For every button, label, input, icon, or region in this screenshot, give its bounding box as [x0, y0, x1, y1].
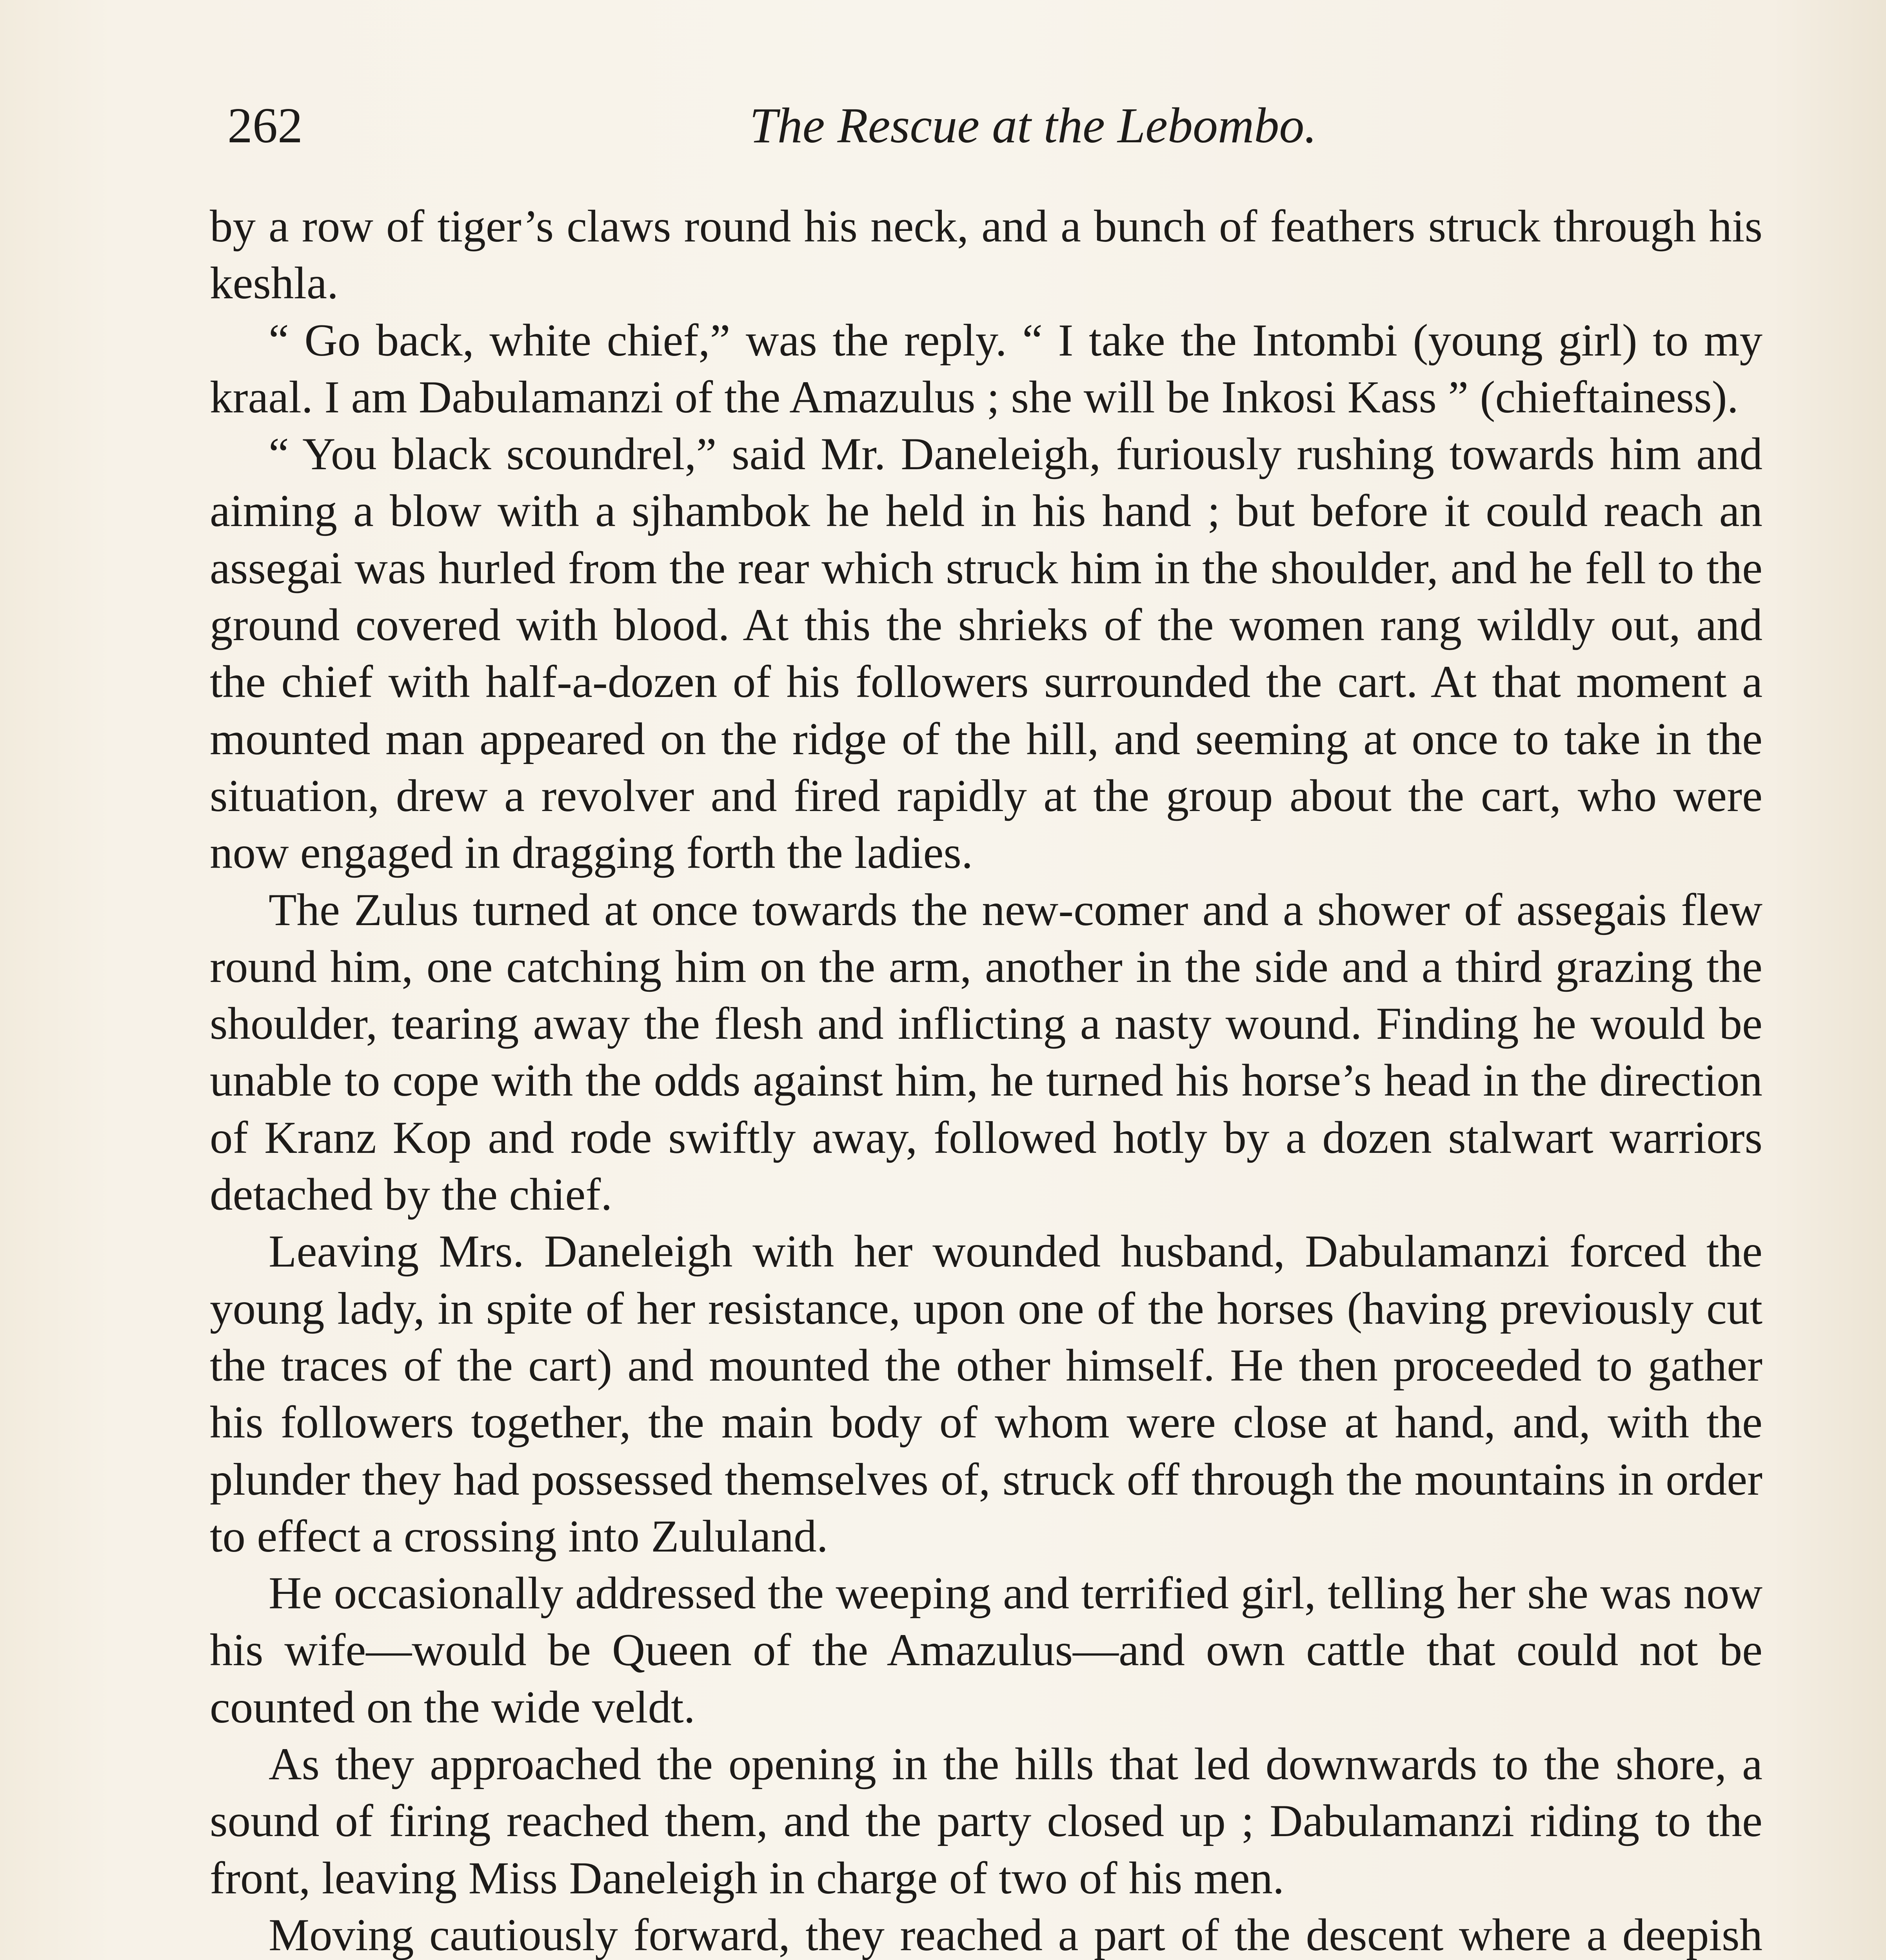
paragraph: “ Go back, white chief,” was the reply. “ I take the Intombi (young girl) to my kraal. I am Dabulamanzi of the Amazulus ; she will be Inkosi Kass ” (chieftainess).	[210, 315, 1762, 423]
running-title: The Rescue at the Lebombo.	[749, 98, 1317, 153]
paragraph: Leaving Mrs. Daneleigh with her wounded husband, Dabulamanzi forced the young lady, in spite of her resistance, upon one of the horses (having previously cut the traces of the cart) and mounted the other himself. He then proceeded to gather his followers together, the main body of whom were close at hand, and, with the plunder they had possessed themselves of, struck off through the mountains in order to effect a crossing into Zululand.	[210, 1226, 1762, 1562]
paragraph: As they approached the opening in the hills that led downwards to the shore, a sound of firing reached them, and the party closed up ; Dabulamanzi riding to the front, leaving Miss Daneleigh in charge of two of his men.	[210, 1739, 1762, 1904]
paragraph: He occasionally addressed the weeping and terrified girl, telling her she was now his wife—would be Queen of the Amazulus—and own cattle that could not be counted on the wide veldt.	[210, 1568, 1762, 1733]
paragraph: “ You black scoundrel,” said Mr. Daneleigh, furiously rushing towards him and aiming a blow with a sjhambok he held in his hand ; but before it could reach an assegai was hurled from the rear which struck him in the shoulder, and he fell to the ground covered with blood. At this the shrieks of the women rang wildly out, and the chief with half-a-dozen of his followers surrounded the cart. At that moment a mounted man appeared on the ridge of the hill, and seeming at once to take in the situation, drew a revolver and fired rapidly at the group about the cart, who were now engaged in dragging forth the ladies.	[210, 429, 1762, 878]
paragraph: The Zulus turned at once towards the new-comer and a shower of assegais flew round him, one catching him on the arm, another in the side and a third grazing the shoulder, tearing away the flesh and inflicting a nasty wound. Finding he would be unable to cope with the odds against him, he turned his horse’s head in the direction of Kranz Kop and rode swiftly away, followed hotly by a dozen stalwart warriors detached by the chief.	[210, 884, 1762, 1220]
paragraph: Moving cautiously forward, they reached a part of the descent where a deepish	[269, 1909, 1762, 1960]
page-number: 262	[227, 98, 303, 153]
text-body	[210, 198, 1762, 1960]
paragraph: by a row of tiger’s claws round his neck, and a bunch of feathers struck through his keshla.	[210, 201, 1762, 309]
page-header	[227, 86, 1737, 165]
